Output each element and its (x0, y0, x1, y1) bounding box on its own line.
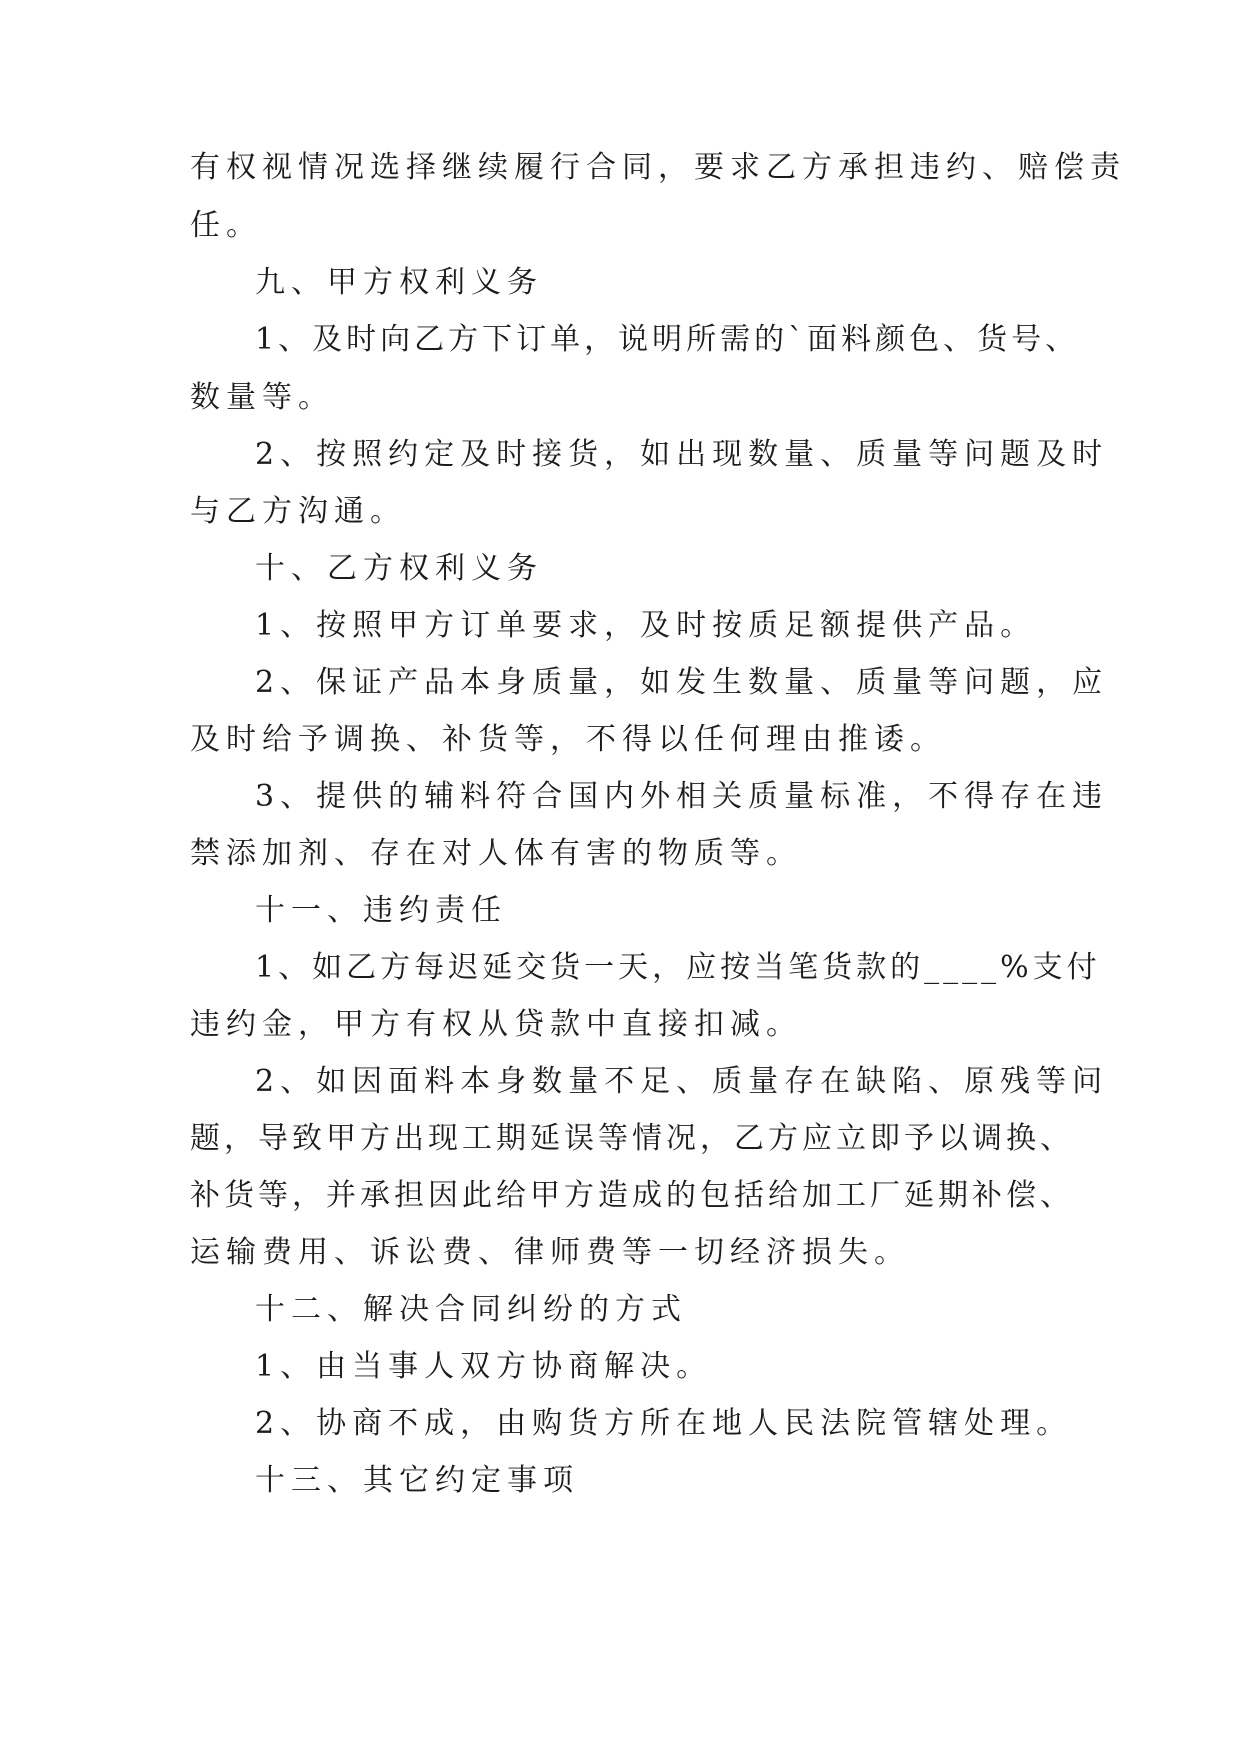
text-line: 运输费用、诉讼费、律师费等一切经济损失。 (190, 1235, 910, 1270)
text-line: 补货等，并承担因此给甲方造成的包括给加工厂延期补偿、 (190, 1178, 1074, 1213)
text-line: 2、如因面料本身数量不足、质量存在缺陷、原残等问 (255, 1064, 1109, 1099)
text-line: 题，导致甲方出现工期延误等情况，乙方应立即予以调换、 (190, 1121, 1074, 1156)
text-line: 2、协商不成，由购货方所在地人民法院管辖处理。 (255, 1406, 1073, 1441)
text-line: 2、保证产品本身质量，如发生数量、质量等问题，应 (255, 665, 1109, 700)
text-line: 禁添加剂、存在对人体有害的物质等。 (190, 836, 802, 871)
text-line: 数量等。 (190, 380, 334, 415)
section-heading-10: 十、乙方权利义务 (255, 551, 543, 586)
section-heading-9: 九、甲方权利义务 (255, 265, 543, 300)
text-line: 2、按照约定及时接货，如出现数量、质量等问题及时 (255, 437, 1109, 472)
text-line: 3、提供的辅料符合国内外相关质量标准，不得存在违 (255, 779, 1109, 814)
section-heading-12: 十二、解决合同纠纷的方式 (255, 1292, 687, 1327)
text-line: 1、如乙方每迟延交货一天，应按当笔货款的____%支付 (255, 950, 1101, 985)
text-line: 任。 (190, 208, 262, 243)
text-line: 1、由当事人双方协商解决。 (255, 1349, 713, 1384)
text-line: 1、按照甲方订单要求，及时按质足额提供产品。 (255, 608, 1037, 643)
section-heading-11: 十一、违约责任 (255, 893, 507, 928)
text-line: 及时给予调换、补货等，不得以任何理由推诿。 (190, 722, 946, 757)
text-line: 1、及时向乙方下订单，说明所需的`面料颜色、货号、 (255, 322, 1080, 357)
text-line: 与乙方沟通。 (190, 494, 406, 529)
text-line: 违约金，甲方有权从贷款中直接扣减。 (190, 1007, 802, 1042)
section-heading-13: 十三、其它约定事项 (255, 1463, 579, 1498)
text-line: 有权视情况选择继续履行合同，要求乙方承担违约、赔偿责 (190, 150, 1126, 185)
